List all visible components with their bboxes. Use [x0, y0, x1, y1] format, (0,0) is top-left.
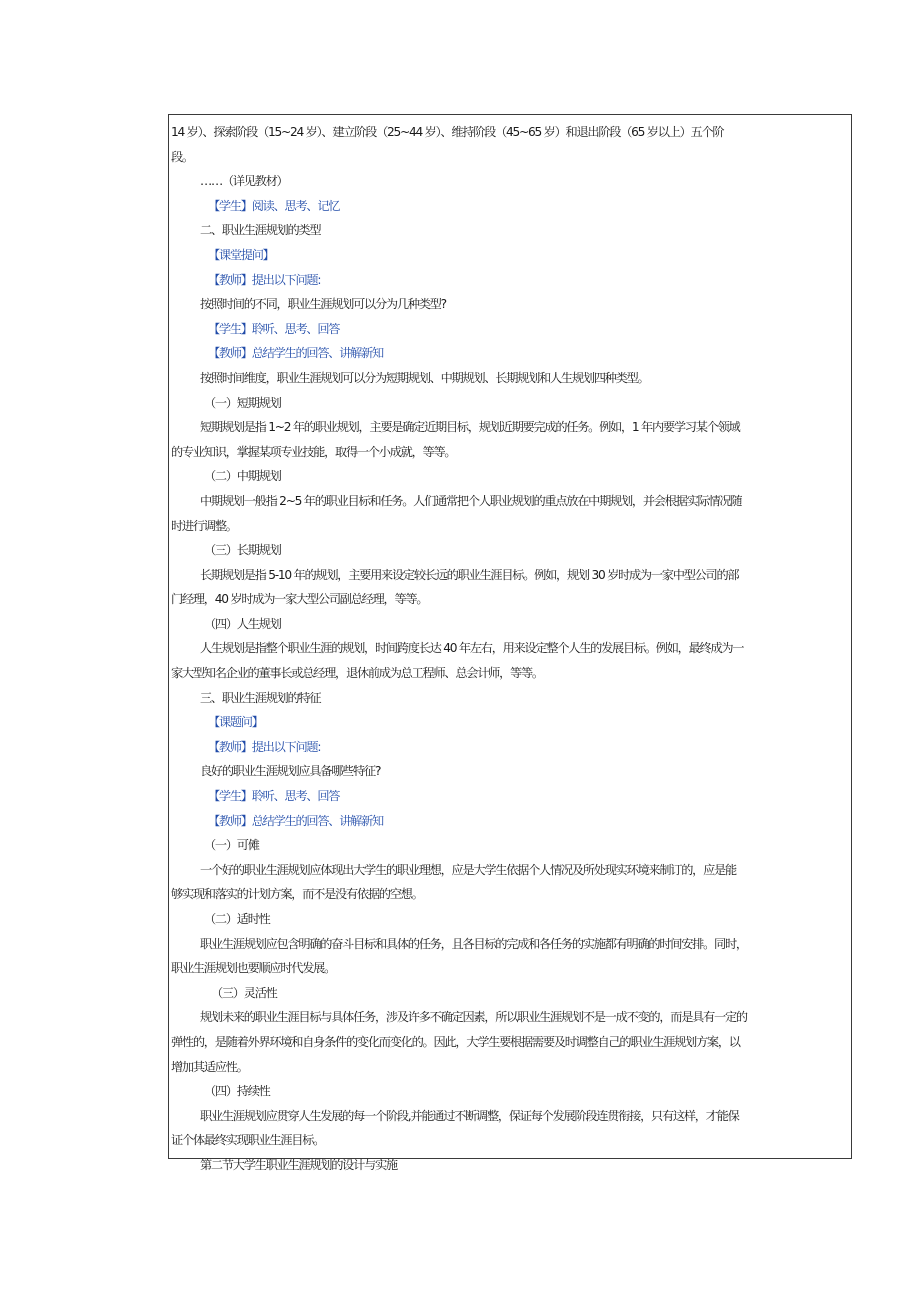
text-line: 【课题问】 [208, 715, 263, 730]
text-line: 第二节大学生职业生涯规划的设计与实施 [200, 1157, 397, 1172]
text-line: 规划未来的职业生涯目标与具体任务，涉及许多不确定因素，所以职业生涯规划不是一成不变的，而是具有一定的 [200, 1010, 747, 1025]
text-line: 中期规划一般指 2~5 年的职业目标和任务。人们通常把个人职业规划的重点放在中期规划，并会根据实际情况随 [200, 493, 742, 508]
text-line: 职业生涯规划应贯穿人生发展的每一个阶段,并能通过不断调整，保证每个发展阶段连贯衔接，只有这样，才能保 [200, 1108, 739, 1123]
text-line: 【教师】总结学生的回答、讲解新知 [208, 346, 383, 361]
text-line: 按照时间的不同，职业生涯规划可以分为几种类型? [200, 297, 446, 312]
text-line: 二、职业生涯规划的类型 [200, 223, 321, 238]
text-line: 够实现和落实的计划方案，而不是没有依据的空想。 [171, 887, 423, 902]
text-line: 【学生】阅读、思考、记忆 [208, 198, 340, 213]
text-line: 长期规划是指 5-10 年的规划，主要用来设定较长远的职业生涯目标。例如，规划 30 岁时成为一家中型公司的部 [200, 567, 739, 582]
text-line: 职业生涯规划也要顺应时代发展。 [171, 961, 336, 976]
text-line: 【课堂提问】 [208, 247, 274, 262]
text-line: 证个体最终实现职业生涯目标。 [171, 1133, 325, 1148]
text-line: 段。 [171, 149, 193, 164]
text-line: 【学生】聆听、思考、回答 [208, 321, 340, 336]
text-line: 人生规划是指整个职业生涯的规划，时间跨度长达 40 年左右，用来设定整个人生的发展目标。例如，最终成为一 [200, 641, 744, 656]
text-line: 短期规划是指 1~2 年的职业规划，主要是确定近期目标，规划近期要完成的任务。例如，1 年内要学习某个领域 [200, 420, 740, 435]
text-line: 一个好的职业生涯规划应体现出大学生的职业理想，应是大学生依据个人情况及所处现实环境来制订的，应是能 [200, 862, 736, 877]
text-line: 按照时间维度，职业生涯规划可以分为短期规划、中期规划、长期规划和人生规划四种类型。 [200, 370, 649, 385]
text-line: 【教师】提出以下问题: [208, 739, 321, 754]
text-line: 门经理，40 岁时成为一家大型公司副总经理，等等。 [171, 592, 428, 607]
text-line: （四）人生规划 [204, 616, 281, 631]
text-line: 【教师】总结学生的回答、讲解新知 [208, 813, 383, 828]
text-line: 的专业知识，掌握某项专业技能，取得一个小成就，等等。 [171, 444, 456, 459]
text-line: （一）可傩 [204, 838, 259, 853]
text-line: 增加其适应性。 [171, 1059, 248, 1074]
text-line: （二）中期规划 [204, 469, 281, 484]
text-line: （一）短期规划 [204, 395, 281, 410]
text-line: （三）灵活性 [211, 985, 277, 1000]
text-line: 职业生涯规划应包含明确的奋斗目标和具体的任务，且各目标的完成和各任务的实施都有明确的时间安排。同时， [200, 936, 747, 951]
text-line: 弹性的，是随着外界环境和自身条件的变化而变化的。因此，大学生要根据需要及时调整自己的职业生涯规划方案，以 [171, 1034, 740, 1049]
text-line: （三）长期规划 [204, 543, 281, 558]
text-line: 家大型知名企业的董事长或总经理，退休前成为总工程师、总会计师，等等。 [171, 666, 543, 681]
text-line: 【学生】聆听、思考、回答 [208, 789, 340, 804]
text-line: ……（详见教材） [200, 174, 288, 189]
text-line: 【教师】提出以下问题: [208, 272, 321, 287]
text-line: （二）适时性 [204, 912, 270, 926]
text-line: 14 岁）、探索阶段（15~24 岁）、建立阶段（25~44 岁）、维持阶段（45~65 岁）和退出阶段（65 岁以上）五个阶 [171, 125, 724, 139]
text-line: 良好的职业生涯规划应具备哪些特征? [200, 764, 381, 779]
document-body [171, 120, 852, 1178]
text-line: 三、职业生涯规划的特征 [200, 690, 321, 705]
text-line: （四）持续性 [204, 1084, 270, 1099]
text-line: 时进行调整。 [171, 518, 237, 533]
